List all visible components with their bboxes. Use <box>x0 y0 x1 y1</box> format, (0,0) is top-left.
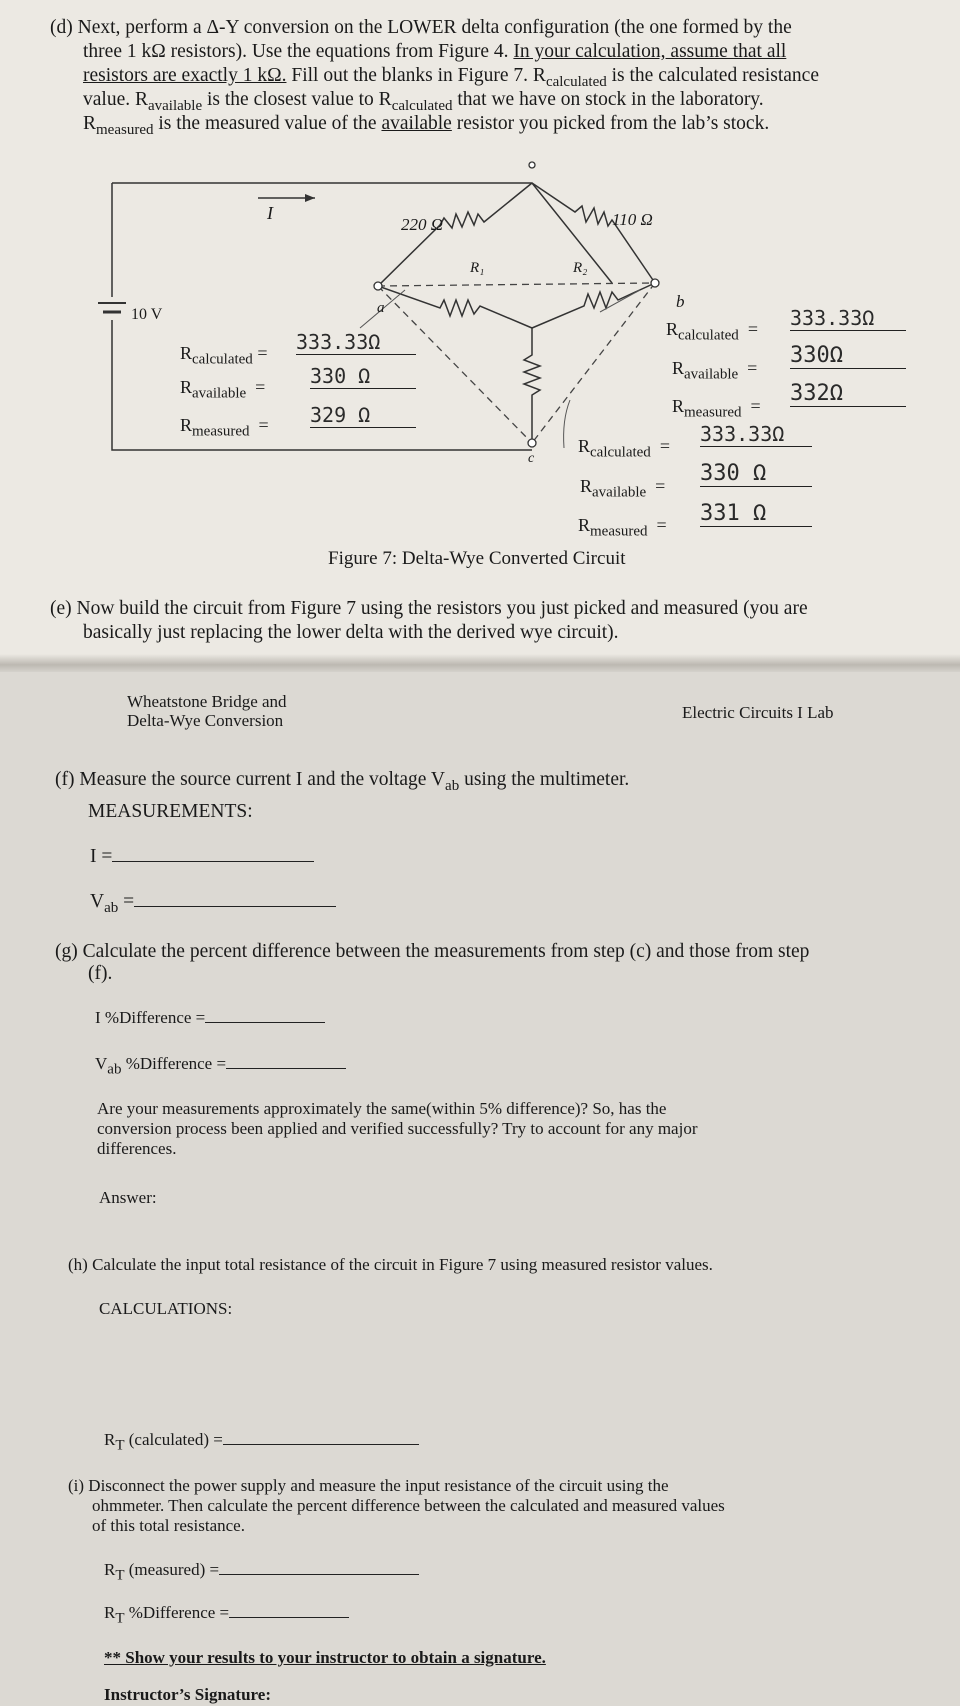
node-b-label: b <box>676 292 685 311</box>
part-g-line-2: (f). <box>88 963 113 984</box>
left-calc-label: $R_{calculated}$ = <box>180 343 268 368</box>
bottom-calc-label: $R_{calculated}$ = <box>578 436 670 461</box>
left-avail-label: $R_{available}$ = <box>180 377 266 402</box>
right-avail-label: $R_{available}$ = <box>672 358 758 383</box>
wye-resistor-right <box>532 283 655 328</box>
pointer-right <box>600 290 640 312</box>
node-a-dot <box>374 282 382 290</box>
bottom-meas-label: $R_{measured}$ = <box>578 515 667 540</box>
left-meas-label: $R_{measured}$ = <box>180 415 269 440</box>
part-d-line-5: $R_{measured}$ is the measured value of the available resistor you picked from the lab’s stock. <box>83 113 770 138</box>
right-meas-value: 332Ω <box>790 381 906 407</box>
rt-measured-field: $R_T$ (measured) = <box>104 1560 419 1584</box>
r2-resistor <box>532 183 655 283</box>
wye-resistor-left <box>378 286 532 328</box>
vab-difference-blank[interactable] <box>226 1068 346 1069</box>
vab-difference-field: $V_{ab}$ %Difference = <box>95 1054 346 1078</box>
left-meas-value: 329 Ω <box>310 403 416 428</box>
part-i-text: (i) Disconnect the power supply and measure the input resistance of the circuit using the ohmmeter. Then calculate the percent difference between the calculated and measured values of this total resistance. <box>68 1476 725 1535</box>
rt-measured-blank[interactable] <box>219 1574 419 1575</box>
current-arrowhead-icon <box>305 194 315 202</box>
current-blank[interactable] <box>112 861 314 862</box>
rt-difference-blank[interactable] <box>229 1617 349 1618</box>
bottom-avail-label: $R_{available}$ = <box>580 476 666 501</box>
part-d-line-2: three 1 kΩ resistors). Use the equations from Figure 4. In your calculation, assume that all <box>83 41 787 62</box>
source-label: 10 V <box>131 306 163 323</box>
right-avail-value: 330Ω <box>790 343 906 369</box>
part-g-line-1: (g) Calculate the percent difference between the measurements from step (c) and those from step <box>55 941 810 962</box>
dashed-delta-top <box>378 283 655 286</box>
part-e-line-1: (e) Now build the circuit from Figure 7 using the resistors you just picked and measured (you are <box>50 598 808 619</box>
measurements-heading: MEASUREMENTS: <box>88 801 253 822</box>
page-header-right: Electric Circuits I Lab <box>682 703 834 722</box>
i-difference-field: I %Difference = <box>95 1008 325 1028</box>
left-calc-value: 333.33Ω <box>296 330 416 355</box>
figure-7-caption: Figure 7: Delta-Wye Converted Circuit <box>328 548 626 569</box>
top-wire <box>112 183 612 283</box>
r2-name-label: R₂ <box>573 260 588 276</box>
answer-label: Answer: <box>99 1188 157 1207</box>
rt-calculated-field: $R_T$ (calculated) = <box>104 1430 419 1454</box>
right-meas-label: $R_{measured}$ = <box>672 396 761 421</box>
right-calc-label: $R_{calculated}$ = <box>666 319 758 344</box>
show-results-note: ** Show your results to your instructor to obtain a signature. <box>104 1648 546 1667</box>
left-avail-value: 330 Ω <box>310 364 416 389</box>
current-label: I <box>267 203 273 223</box>
bottom-calc-value: 333.33Ω <box>700 422 812 447</box>
part-e-line-2: basically just replacing the lower delta with the derived wye circuit). <box>83 622 619 643</box>
vab-blank[interactable] <box>134 906 336 907</box>
rt-difference-field: $R_T$ %Difference = <box>104 1603 349 1627</box>
vab-field: $V_{ab}$ = <box>90 890 336 920</box>
part-g-question: Are your measurements approximately the same(within 5% difference)? So, has the conversion process been applied and verified successfully? Try to account for any major differences. <box>97 1099 698 1158</box>
node-c-dot <box>528 439 536 447</box>
node-b-dot <box>651 279 659 287</box>
right-calc-value: 333.33Ω <box>790 306 906 331</box>
current-field: I = <box>90 845 314 868</box>
calculations-heading: CALCULATIONS: <box>99 1299 233 1318</box>
part-d-line-3: resistors are exactly 1 kΩ. Fill out the blanks in Figure 7. $R_{calculated}$ is the calculated resistance <box>83 65 819 90</box>
part-d-line-4: value. $R_{available}$ is the closest value to $R_{calculated}$ that we have on stock in the laboratory. <box>83 89 764 114</box>
pointer-bottom <box>564 400 570 448</box>
r1-name-label: R₁ <box>470 260 485 276</box>
node-top-dot <box>529 162 535 168</box>
instructor-signature-label: Instructor’s Signature: <box>104 1685 271 1704</box>
page-fold <box>0 654 960 672</box>
part-f-heading: (f) Measure the source current I and the voltage $V_{ab}$ using the multimeter. <box>55 769 630 794</box>
rt-calculated-blank[interactable] <box>223 1444 419 1445</box>
r2-value-label: 110 Ω <box>612 210 653 229</box>
wye-resistor-bottom <box>524 328 540 443</box>
node-c-label: c <box>528 451 535 466</box>
part-h-heading: (h) Calculate the input total resistance of the circuit in Figure 7 using measured resistor values. <box>68 1255 713 1274</box>
part-d-line-1: (d) Next, perform a Δ-Y conversion on the LOWER delta configuration (the one formed by the <box>50 17 792 38</box>
page-header-left: Wheatstone Bridge and Delta-Wye Conversion <box>127 692 287 730</box>
node-a-label: a <box>377 300 385 316</box>
i-difference-blank[interactable] <box>205 1022 325 1023</box>
bottom-meas-value: 331 Ω <box>700 501 812 527</box>
r1-value-label: 220 Ω <box>401 215 444 234</box>
bottom-avail-value: 330 Ω <box>700 461 812 487</box>
